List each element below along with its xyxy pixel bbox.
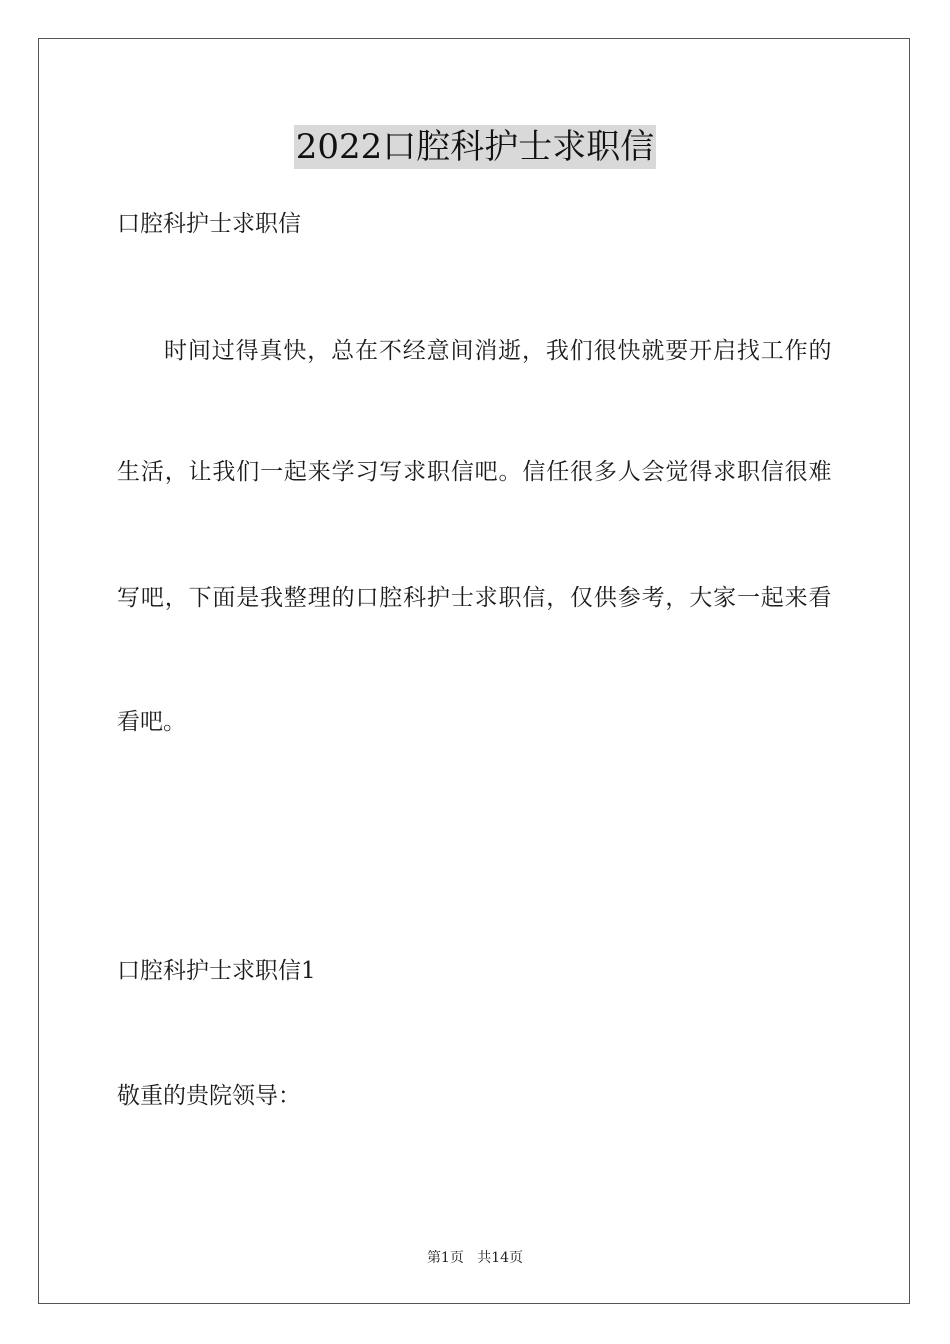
- page-number: 第1页: [426, 1250, 464, 1266]
- intro-line: 写吧，下面是我整理的口腔科护士求职信，仅供参考，大家一起来看: [117, 585, 832, 611]
- section-heading: 口腔科护士求职信1: [117, 958, 316, 984]
- page-total: 共14页: [477, 1250, 524, 1266]
- page-footer: [0, 1249, 950, 1267]
- intro-line: 时间过得真快，总在不经意间消逝，我们很快就要开启找工作的: [164, 338, 832, 364]
- subtitle: 口腔科护士求职信: [117, 211, 301, 237]
- title-container: [0, 125, 950, 169]
- document-title: 2022口腔科护士求职信: [295, 127, 655, 167]
- intro-line: 生活，让我们一起来学习写求职信吧。信任很多人会觉得求职信很难: [117, 459, 832, 485]
- salutation: 敬重的贵院领导：: [117, 1083, 301, 1109]
- intro-line: 看吧。: [117, 709, 186, 735]
